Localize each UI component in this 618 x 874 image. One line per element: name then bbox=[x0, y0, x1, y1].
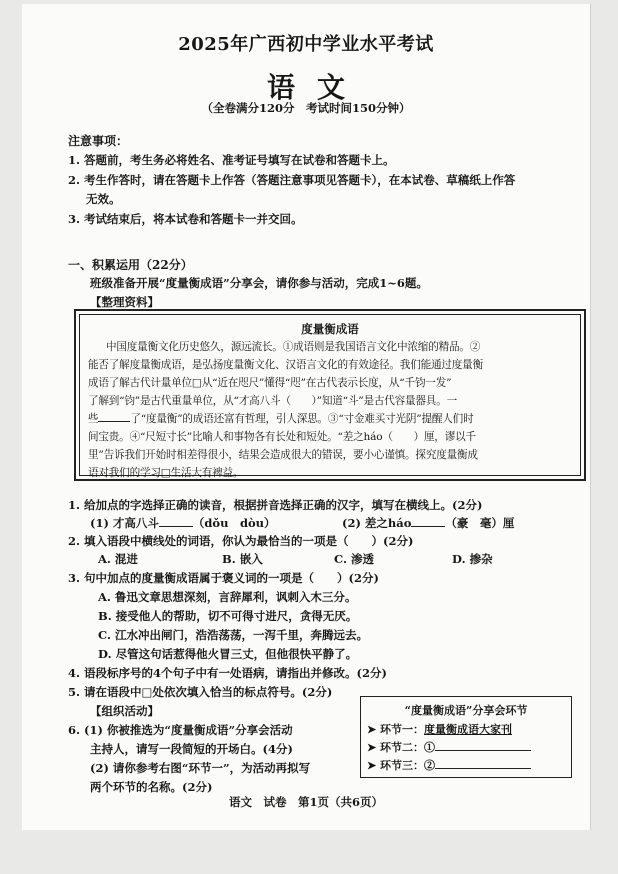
subject-title: 语文 bbox=[266, 71, 367, 104]
question-1-option-2 bbox=[342, 515, 514, 531]
step-label: ➤ 环节一： bbox=[367, 723, 425, 736]
question-1-option-1 bbox=[90, 515, 276, 531]
question-3-option-b: B. 接受他人的帮助，切不可得寸进尺，贪得无厌。 bbox=[98, 609, 358, 623]
step-label: ➤ 环节二：① bbox=[367, 741, 436, 754]
passage-line: 里”告诉我们开始时相差得很小，结果会造成很大的错误，要小心谨慎。探究度量衡成 bbox=[88, 449, 478, 461]
passage-inner-border bbox=[79, 314, 581, 479]
question-3-option-a: A. 鲁迅文章思想深刻，言辞犀利，讽刺入木三分。 bbox=[98, 590, 357, 604]
question-6-line: 6. (1) 你被推选为“度量衡成语”分享会活动 bbox=[68, 723, 293, 737]
step-value: 度量衡成语大家刊 bbox=[424, 723, 513, 736]
option-text: （豪 毫）厘 bbox=[445, 516, 515, 530]
question-6-line: 两个环节的名称。(2分) bbox=[90, 780, 213, 794]
answer-blank bbox=[435, 768, 531, 769]
question-6-line: (2) 请你参考右图“环节一”，为活动再拟写 bbox=[90, 761, 311, 775]
score-info: （全卷满分120分 考试时间150分钟） bbox=[201, 101, 411, 115]
question-2-option-c: C. 渗透 bbox=[334, 552, 374, 566]
question-2-option-a: A. 混进 bbox=[98, 552, 138, 566]
question-5: 5. 请在语段中□处依次填入恰当的标点符号。(2分) bbox=[68, 685, 333, 699]
activity-step-1 bbox=[367, 721, 512, 737]
passage-line-5 bbox=[88, 411, 473, 426]
notice-heading: 注意事项： bbox=[68, 134, 129, 148]
notice-item-3: 3. 考试结束后，将本试卷和答题卡一并交回。 bbox=[68, 212, 303, 226]
passage-line: 语对我们的学习□生活大有裨益。 bbox=[88, 467, 244, 479]
answer-blank bbox=[159, 526, 193, 527]
passage-title: 度量衡成语 bbox=[301, 322, 359, 336]
passage-text: 了“度量衡”的成语还富有哲理，引人深思。③“寸金难买寸光阴”提醒人们时 bbox=[130, 413, 474, 425]
section-heading: 一、积累运用（22分） bbox=[68, 258, 193, 272]
notice-item-2-cont: 无效。 bbox=[86, 192, 121, 206]
passage-text: 些 bbox=[88, 413, 99, 425]
activity-step-3 bbox=[367, 757, 531, 773]
passage-line: 中国度量衡文化历史悠久，源远流长。①成语则是我国语言文化中浓缩的精品。② bbox=[106, 341, 481, 353]
passage-line: 间宝贵。④“尺短寸长”比喻人和事物各有长处和短处。“差之háo（ ）厘，谬以千 bbox=[88, 431, 476, 443]
step-label: ➤ 环节三：② bbox=[367, 759, 436, 772]
passage-box bbox=[74, 309, 586, 481]
option-text: (1) 才高八斗 bbox=[90, 516, 159, 530]
answer-blank bbox=[411, 526, 445, 527]
activity-label: 【组织活动】 bbox=[90, 704, 159, 718]
notice-item-2: 2. 考生作答时，请在答题卡上作答（答题注意事项见答题卡），在本试卷、草稿纸上作答 bbox=[68, 173, 516, 187]
option-text: (2) 差之háo bbox=[342, 516, 412, 530]
activity-box-title: “度量衡成语”分享会环节 bbox=[404, 704, 528, 717]
question-6-line: 主持人，请写一段简短的开场白。(4分) bbox=[90, 742, 293, 756]
question-3-option-d: D. 尽管这句话惹得他火冒三丈，但他很快平静了。 bbox=[98, 647, 358, 661]
passage-line: 能否了解度量衡成语，是弘扬度量衡文化、汉语言文化的有效途径。我们能通过度量衡 bbox=[88, 359, 483, 371]
notice-item-1: 1. 答题前，考生务必将姓名、准考证号填写在试卷和答题卡上。 bbox=[68, 153, 395, 167]
answer-blank bbox=[435, 750, 531, 751]
activity-step-2 bbox=[367, 739, 531, 755]
section-intro: 班级准备开展“度量衡成语”分享会，请你参与活动，完成1~6题。 bbox=[90, 276, 428, 290]
passage-line: 成语了解古代计量单位□从“近在咫尺”懂得“咫”在古代表示长度，从“千钧一发” bbox=[88, 377, 452, 389]
question-2: 2. 填入语段中横线处的词语，你认为最恰当的一项是（ ）(2分) bbox=[68, 534, 414, 548]
passage-line: 了解到“钧”是古代重量单位，从“才高八斗（ ）”知道“斗”是古代容量器具。一 bbox=[88, 395, 457, 407]
activity-steps-box bbox=[360, 696, 572, 778]
fill-blank bbox=[98, 421, 130, 422]
page-footer: 语文 试卷 第1页（共6页） bbox=[228, 795, 383, 809]
option-text: （dǒu dòu） bbox=[192, 516, 276, 530]
question-1: 1. 给加点的字选择正确的读音，根据拼音选择正确的汉字，填写在横线上。(2分) bbox=[68, 498, 483, 512]
exam-title: 2025年广西初中学业水平考试 bbox=[178, 34, 434, 55]
question-3: 3. 句中加点的度量衡成语属于褒义词的一项是（ ）(2分) bbox=[68, 571, 379, 585]
question-3-option-c: C. 江水冲出闸门，浩浩荡荡，一泻千里，奔腾远去。 bbox=[98, 628, 368, 642]
material-label: 【整理资料】 bbox=[90, 295, 159, 309]
question-2-option-b: B. 嵌入 bbox=[222, 552, 263, 566]
exam-sheet bbox=[22, 4, 591, 830]
question-2-option-d: D. 掺杂 bbox=[452, 552, 493, 566]
question-4: 4. 语段标序号的4个句子中有一处语病，请指出并修改。(2分) bbox=[68, 666, 387, 680]
